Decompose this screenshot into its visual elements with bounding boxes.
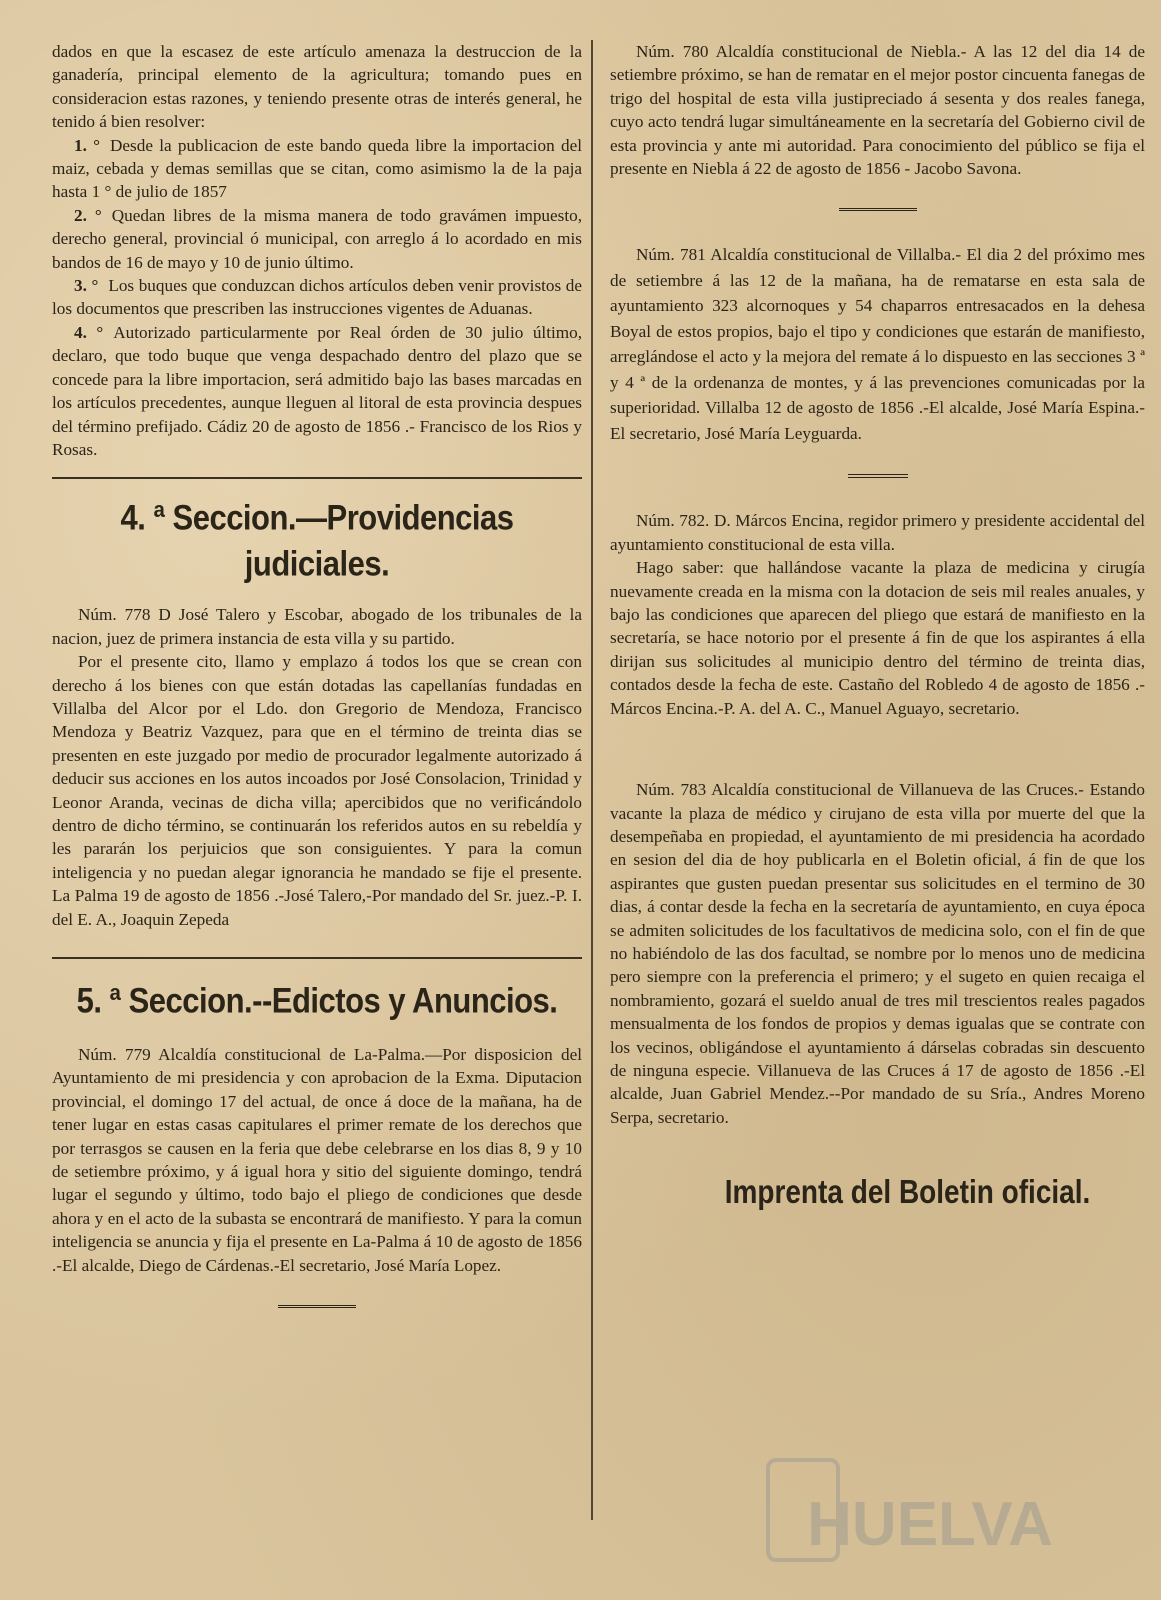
item-number: 4. ° (74, 322, 104, 342)
column-divider (591, 40, 593, 1520)
section-title-5: 5. ª Seccion.--Edictos y Anuncios. (76, 980, 558, 1021)
list-item (52, 134, 582, 204)
notice-separator (848, 474, 908, 481)
item-text: Autorizado particularmente por Real órden de 30 julio último, declaro, que todo buque que venga despachado dentro del plazo que se concede para la libre importacion, será admitido bajo las bases marcadas en los artículos precedentes, aunque lleguen al litoral de esta provincia despues del término prefijado. Cádiz 20 de agosto de 1856 .- Francisco de los Rios y Rosas. (52, 322, 582, 459)
right-column (610, 40, 1145, 1600)
intro-paragraph: dados en que la escasez de este artículo amenaza la destruccion de la ganadería, principal elemento de la agricultura; tomando pues en consideracion estas razones, y teniendo presente otras de interés general, he tenido á bien resolver: (52, 42, 582, 132)
item-number: 1. ° (74, 135, 101, 155)
notice-782-heading: Núm. 782. D. Márcos Encina, regidor primero y presidente accidental del ayuntamiento constitucional de esta villa. (610, 511, 1145, 554)
list-item (52, 204, 582, 274)
left-column (52, 40, 582, 1600)
notice-780: Núm. 780 Alcaldía constitucional de Niebla.- A las 12 del dia 14 de setiembre próximo, se han de rematar en el mejor postor cincuenta fanegas de trigo del hospital de esta villa justipreciado á sesenta y dos reales fanega, cuyo acto tendrá lugar simultáneamente en la secretaría del Gobierno civil de esta provincia y ante mi autoridad. Para conocimiento del público se fija el presente en Niebla á 22 de agosto de 1856 - Jacobo Savona. (610, 42, 1145, 179)
item-number: 2. ° (74, 205, 102, 225)
section-divider (52, 957, 582, 959)
notice-781: Núm. 781 Alcaldía constitucional de Villalba.- El dia 2 del próximo mes de setiembre á las 12 de la mañana, ha de rematarse en esta sala de ayuntamiento 323 alcornoques y 54 chaparros entresacados en la dehesa Boyal de estos propios, bajo el tipo y condiciones que estarán de manifiesto, arreglándose el acto y la mejora del remate á lo dispuesto en las secciones 3 ª y 4 ª de la ordenanza de montes, y á las prevenciones comunicadas por la superioridad. Villalba 12 de agosto de 1856 .-El alcalde, José María Espina.-El secretario, José María Leyguarda. (610, 245, 1145, 443)
notice-779: Núm. 779 Alcaldía constitucional de La-Palma.—Por disposicion del Ayuntamiento de mi presidencia y con aprobacion de la Exma. Diputacion provincial, el domingo 17 del actual, de once á doce de la mañana, ha de tener lugar en estas casas capitulares el primer remate de los derechos que por terrasgos se causen en la feria que debe celebrarse en los dias 8, 9 y 10 de setiembre próximo, y á igual hora y sitio del siguiente domingo, tendrá lugar el segundo y último, todo bajo el pliego de condiciones que desde ahora y en el acto de la subasta se encontrará de manifiesto. Y para la comun inteligencia se anuncia y fija el presente en La-Palma á 10 de agosto de 1856 .-El alcalde, Diego de Cárdenas.-El secretario, José María Lopez. (52, 1045, 582, 1275)
watermark-text: HUELVA (807, 1490, 1053, 1559)
notice-778-heading: Núm. 778 D José Talero y Escobar, abogado de los tribunales de la nacion, juez de primera instancia de esta villa y su partido. (52, 605, 582, 648)
item-text: Quedan libres de la misma manera de todo gravámen impuesto, derecho general, provincial ó municipal, con arreglo á lo acordado en mis bandos de 16 de mayo y 10 de junio último. (52, 205, 582, 272)
item-text: Desde la publicacion de este bando queda libre la importacion del maiz, cebada y demas semillas que se citan, como asimismo la de la paja hasta 1 ° de julio de 1857 (52, 135, 582, 202)
section-divider (52, 477, 582, 479)
section-title-4: 4. ª Seccion.—Providencias judiciales. (120, 497, 514, 584)
list-item (52, 274, 582, 321)
item-text: Los buques que conduzcan dichos artículos deben venir provistos de los documentos que prescriben las instrucciones vigentes de Aduanas. (52, 276, 582, 319)
list-item (52, 321, 582, 461)
notice-separator (839, 208, 917, 214)
item-number: 3. ° (74, 276, 99, 296)
notice-782-body: Hago saber: que hallándose vacante la plaza de medicina y cirugía nuevamente creada en la misma con la dotacion de seis mil reales anuales, y bajo las condiciones que aparecen del pliego que estará de manifiesto en la secretaría, se hace notorio por el presente á fin de que los aspirantes á ella dirijan sus solicitudes al municipio dentro del término de treinta dias, contados desde la fecha de este. Castaño del Robledo 4 de agosto de 1856 .-Márcos Encina.-P. A. del A. C., Manuel Aguayo, secretario. (610, 558, 1145, 718)
notice-separator (278, 1305, 356, 1311)
notice-778-body: Por el presente cito, llamo y emplazo á todos los que se crean con derecho á los bienes con que están dotadas las capellanías fundadas en Villalba del Alcor por el Ldo. don Gregorio de Mendoza, Francisco Mendoza y Beatriz Vazquez, para que en el término de treinta dias se presenten en este juzgado por medio de procurador legalmente autorizado á deducir sus acciones en los autos incoados por José Consolacion, Trinidad y Leonor Aranda, vecinas de dicha villa; apercibidos que no verificándolo dentro de dicho término, se continuarán los referidos autos en su rebeldía y les pararán los perjuicios que son consiguientes. Y para la comun inteligencia y no puedan alegar ignorancia he mandado se fije el presente. La Palma 19 de agosto de 1856 .-José Talero,-Por mandado del Sr. juez.-P. I. del E. A., Joaquin Zepeda (52, 652, 582, 929)
printer-imprint: Imprenta del Boletin oficial. (724, 1172, 1091, 1211)
notice-783: Núm. 783 Alcaldía constitucional de Villanueva de las Cruces.- Estando vacante la plaza de médico y cirujano de esta villa por muerte del que la desempeñaba en propiedad, el ayuntamiento de mi presidencia ha acordado en sesion del dia de hoy publicarla en el Boletin oficial, á fin de que los aspirantes que gusten puedan presentar sus solicitudes en el termino de 30 dias, á contar desde la fecha en la secretaría de ayuntamiento, en cuya época se admiten solicitudes de los facultativos de medicina solo, con el fin de que no habiéndolo de las dos facultad, se nombre por lo menos uno de medicina pero siempre con la preferencia el primero; y el sugeto en quien recaiga el nombramiento, gozará el sueldo anual de tres mil trescientos reales pagados mensualmenta de los fondos de propios y demas igualas que se contrate con los vecinos, obligándose el ayuntamiento á dárselas cobradas sin descuento de ninguna especie. Villanueva de las Cruces á 17 de agosto de 1856 .-El alcalde, Juan Gabriel Mendez.--Por mandado de su Sría., Andres Moreno Serpa, secretario. (610, 780, 1145, 1127)
